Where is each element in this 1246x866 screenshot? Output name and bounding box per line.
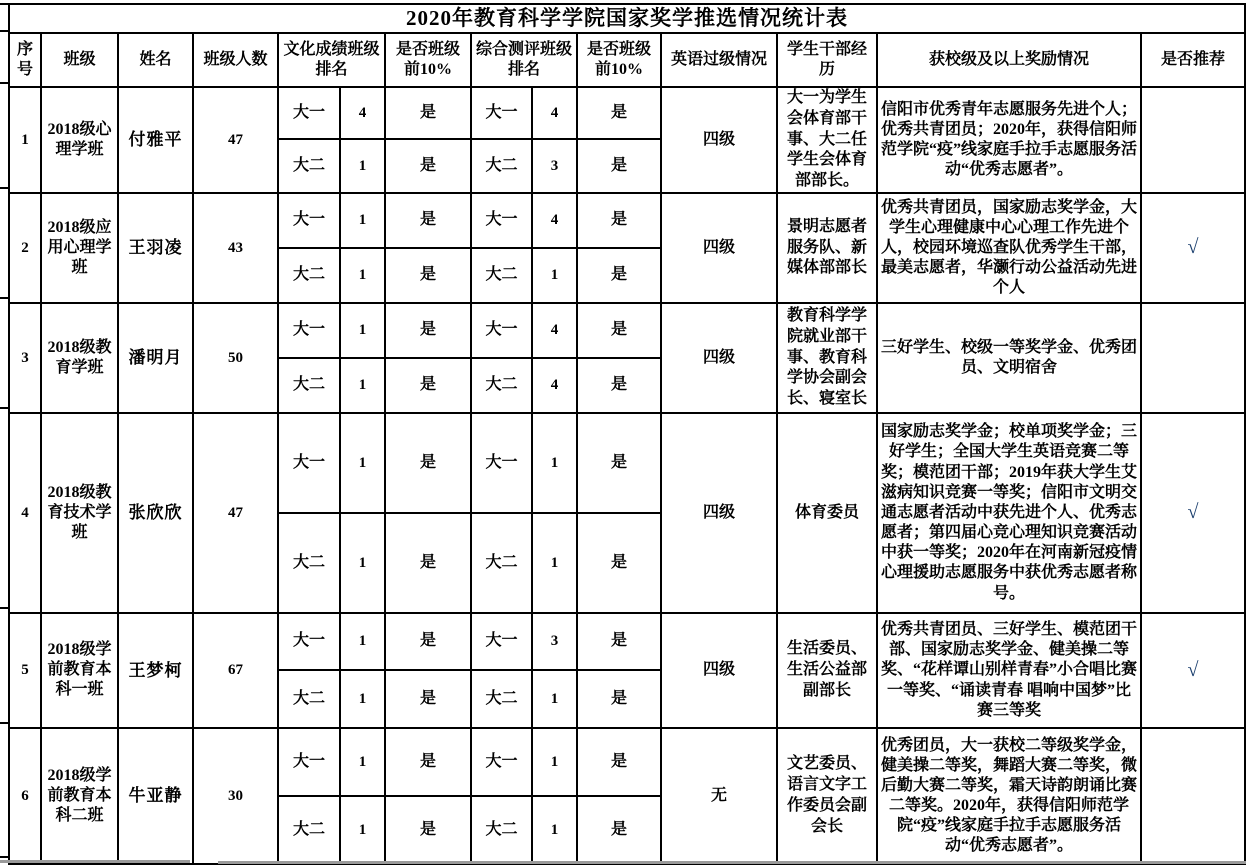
cell-culture-grade-y2: 大二 [278, 358, 340, 413]
cell-class-size: 43 [193, 193, 278, 303]
cell-comp-rank-y1: 1 [532, 728, 577, 796]
cell-culture-top10-y2: 是 [385, 139, 471, 193]
cell-comp-top10-y1: 是 [577, 303, 661, 358]
cell-recommend-checkmark [1141, 303, 1245, 413]
cell-comp-rank-y2: 1 [532, 513, 577, 613]
cell-culture-rank-y2: 1 [340, 139, 385, 193]
cell-student-name: 潘明月 [118, 303, 193, 413]
header-english-level: 英语过级情况 [661, 33, 777, 87]
cell-comp-rank-y1: 4 [532, 87, 577, 139]
cell-culture-rank-y2: 1 [340, 248, 385, 303]
cell-culture-top10-y1: 是 [385, 728, 471, 796]
header-class: 班级 [41, 33, 118, 87]
cell-culture-top10-y2: 是 [385, 513, 471, 613]
cell-comp-grade-y1: 大一 [471, 193, 532, 248]
cell-culture-rank-y2: 1 [340, 358, 385, 413]
table-row-year1 [9, 413, 1245, 513]
cell-comp-top10-y2: 是 [577, 796, 661, 864]
cell-culture-grade-y1: 大一 [278, 728, 340, 796]
cell-comp-top10-y1: 是 [577, 728, 661, 796]
gridline-stub [0, 187, 8, 189]
cell-comp-top10-y2: 是 [577, 358, 661, 413]
cell-recommend-checkmark [1141, 87, 1245, 193]
cell-comp-top10-y2: 是 [577, 670, 661, 728]
bottom-gridline-left [0, 860, 190, 863]
cell-comp-grade-y2: 大二 [471, 670, 532, 728]
cell-student-name: 牛亚静 [118, 728, 193, 864]
cell-english-level: 四级 [661, 303, 777, 413]
cell-cadre-experience: 生活委员、生活公益部副部长 [777, 613, 877, 728]
cell-culture-rank-y1: 1 [340, 728, 385, 796]
table-row-year1 [9, 87, 1245, 139]
cell-culture-rank-y2: 1 [340, 670, 385, 728]
cell-culture-rank-y1: 1 [340, 303, 385, 358]
gridline-stub [0, 297, 8, 299]
cell-index: 6 [9, 728, 41, 864]
cell-awards: 信阳市优秀青年志愿服务先进个人；优秀共青团员；2020年，获得信阳师范学院“疫”线家庭手拉手志愿服务活动“优秀志愿者”。 [877, 87, 1141, 193]
cell-culture-grade-y1: 大一 [278, 613, 340, 670]
cell-comp-rank-y1: 3 [532, 613, 577, 670]
cell-cadre-experience: 体育委员 [777, 413, 877, 613]
cell-culture-top10-y1: 是 [385, 303, 471, 358]
cell-comp-rank-y2: 1 [532, 248, 577, 303]
cell-comp-grade-y2: 大二 [471, 358, 532, 413]
cell-culture-grade-y1: 大一 [278, 413, 340, 513]
cell-index: 4 [9, 413, 41, 613]
cell-comp-top10-y1: 是 [577, 613, 661, 670]
cell-comp-grade-y1: 大一 [471, 413, 532, 513]
cell-recommend-checkmark [1141, 728, 1245, 864]
header-culture-rank: 文化成绩班级排名 [278, 33, 385, 87]
table-body [9, 87, 1245, 864]
cell-index: 1 [9, 87, 41, 193]
cell-culture-grade-y2: 大二 [278, 796, 340, 864]
bottom-gridline-right [218, 861, 1246, 864]
cell-class: 2018级应用心理学班 [41, 193, 118, 303]
gridline-stub [0, 607, 8, 609]
header-class-size: 班级人数 [193, 33, 278, 87]
cell-index: 3 [9, 303, 41, 413]
cell-cadre-experience: 文艺委员、语言文字工作委员会副会长 [777, 728, 877, 864]
cell-culture-top10-y2: 是 [385, 796, 471, 864]
table-row-year1 [9, 303, 1245, 358]
header-name: 姓名 [118, 33, 193, 87]
header-cadre-experience: 学生干部经历 [777, 33, 877, 87]
cell-comp-grade-y2: 大二 [471, 139, 532, 193]
cell-comp-grade-y1: 大一 [471, 303, 532, 358]
cell-class-size: 47 [193, 413, 278, 613]
header-culture-top10: 是否班级前10% [385, 33, 471, 87]
cell-culture-rank-y1: 4 [340, 87, 385, 139]
scholarship-table [8, 3, 1246, 865]
cell-culture-top10-y2: 是 [385, 248, 471, 303]
cell-english-level: 四级 [661, 613, 777, 728]
cell-english-level: 无 [661, 728, 777, 864]
cell-class-size: 47 [193, 87, 278, 193]
cell-culture-grade-y2: 大二 [278, 513, 340, 613]
cell-culture-rank-y2: 1 [340, 513, 385, 613]
cell-class: 2018级学前教育本科一班 [41, 613, 118, 728]
gridline-stub [0, 856, 8, 858]
cell-comp-top10-y2: 是 [577, 513, 661, 613]
cell-class-size: 67 [193, 613, 278, 728]
cell-cadre-experience: 景明志愿者服务队、新媒体部部长 [777, 193, 877, 303]
cell-comp-grade-y1: 大一 [471, 613, 532, 670]
cell-comp-rank-y2: 3 [532, 139, 577, 193]
cell-comp-rank-y1: 4 [532, 303, 577, 358]
cell-class: 2018级教育学班 [41, 303, 118, 413]
cell-recommend-checkmark: √ [1141, 613, 1245, 728]
cell-culture-grade-y2: 大二 [278, 248, 340, 303]
cell-english-level: 四级 [661, 193, 777, 303]
cell-awards: 优秀共青团员、三好学生、模范团干部、国家励志奖学金、健美操二等奖、“花样谭山别样青春”小合唱比赛一等奖、“诵读青春 唱响中国梦”比赛三等奖 [877, 613, 1141, 728]
cell-culture-rank-y1: 1 [340, 193, 385, 248]
cell-index: 5 [9, 613, 41, 728]
cell-culture-grade-y1: 大一 [278, 303, 340, 358]
gridline-stub [0, 722, 8, 724]
cell-culture-rank-y1: 1 [340, 613, 385, 670]
cell-awards: 三好学生、校级一等奖学金、优秀团员、文明宿舍 [877, 303, 1141, 413]
cell-comp-grade-y1: 大一 [471, 87, 532, 139]
cell-comp-rank-y1: 4 [532, 193, 577, 248]
cell-class: 2018级教育技术学班 [41, 413, 118, 613]
cell-awards: 国家励志奖学金；校单项奖学金；三好学生；全国大学生英语竞赛二等奖；模范团干部；2019年获大学生艾滋病知识竞赛一等奖；信阳市文明交通志愿者活动中获先进个人、优秀志愿者；第四届心竞心理知识竞赛活动中获一等奖；2020年在河南新冠疫情心理援助志愿服务中获优秀志愿者称号。 [877, 413, 1141, 613]
cell-comp-grade-y2: 大二 [471, 796, 532, 864]
gridline-stub [0, 407, 8, 409]
cell-comp-rank-y2: 4 [532, 358, 577, 413]
table-row-year1 [9, 728, 1245, 796]
cell-culture-top10-y1: 是 [385, 613, 471, 670]
header-row [9, 33, 1245, 87]
header-comprehensive-top10: 是否班级前10% [577, 33, 661, 87]
cell-student-name: 张欣欣 [118, 413, 193, 613]
cell-awards: 优秀共青团员，国家励志奖学金，大学生心理健康中心心理工作先进个人，校园环境巡查队优秀学生干部，最美志愿者，华灏行动公益活动先进个人 [877, 193, 1141, 303]
gridline-stub [0, 30, 8, 32]
header-comprehensive-rank: 综合测评班级排名 [471, 33, 577, 87]
cell-culture-grade-y1: 大一 [278, 193, 340, 248]
cell-culture-top10-y2: 是 [385, 670, 471, 728]
cell-comp-grade-y2: 大二 [471, 513, 532, 613]
cell-index: 2 [9, 193, 41, 303]
cell-comp-top10-y1: 是 [577, 413, 661, 513]
cell-class-size: 30 [193, 728, 278, 864]
cell-recommend-checkmark: √ [1141, 193, 1245, 303]
cell-culture-grade-y1: 大一 [278, 87, 340, 139]
cell-student-name: 王羽凌 [118, 193, 193, 303]
cell-english-level: 四级 [661, 413, 777, 613]
cell-culture-top10-y2: 是 [385, 358, 471, 413]
cell-comp-top10-y1: 是 [577, 193, 661, 248]
header-recommend: 是否推荐 [1141, 33, 1245, 87]
cell-comp-rank-y2: 1 [532, 796, 577, 864]
cell-culture-top10-y1: 是 [385, 413, 471, 513]
cell-culture-grade-y2: 大二 [278, 139, 340, 193]
cell-comp-grade-y1: 大一 [471, 728, 532, 796]
cell-culture-top10-y1: 是 [385, 193, 471, 248]
cell-culture-rank-y2: 1 [340, 796, 385, 864]
cell-recommend-checkmark: √ [1141, 413, 1245, 613]
cell-cadre-experience: 大一为学生会体育部干事、大二任学生会体育部部长。 [777, 87, 877, 193]
table-row-year1 [9, 193, 1245, 248]
gridline-stub [0, 3, 8, 5]
cell-class: 2018级学前教育本科二班 [41, 728, 118, 864]
cell-culture-grade-y2: 大二 [278, 670, 340, 728]
header-awards: 获校级及以上奖励情况 [877, 33, 1141, 87]
cell-comp-rank-y1: 1 [532, 413, 577, 513]
cell-english-level: 四级 [661, 87, 777, 193]
gridline-stub [0, 82, 8, 84]
cell-culture-top10-y1: 是 [385, 87, 471, 139]
page-title: 2020年教育科学学院国家奖学推选情况统计表 [9, 4, 1245, 33]
cell-cadre-experience: 教育科学学院就业部干事、教育科学协会副会长、寝室长 [777, 303, 877, 413]
cell-awards: 优秀团员，大一获校二等级奖学金，健美操二等奖，舞蹈大赛二等奖，微后勤大赛二等奖，霜天诗韵朗诵比赛二等奖。2020年，获得信阳师范学院“疫”线家庭手拉手志愿服务活动“优秀志愿者”。 [877, 728, 1141, 864]
cell-culture-rank-y1: 1 [340, 413, 385, 513]
cell-comp-top10-y2: 是 [577, 248, 661, 303]
table-row-year1 [9, 613, 1245, 670]
cell-comp-grade-y2: 大二 [471, 248, 532, 303]
title-row [9, 4, 1245, 33]
cell-class-size: 50 [193, 303, 278, 413]
cell-comp-rank-y2: 1 [532, 670, 577, 728]
cell-student-name: 王梦柯 [118, 613, 193, 728]
cell-comp-top10-y2: 是 [577, 139, 661, 193]
cell-class: 2018级心理学班 [41, 87, 118, 193]
header-index: 序号 [9, 33, 41, 87]
cell-student-name: 付雅平 [118, 87, 193, 193]
cell-comp-top10-y1: 是 [577, 87, 661, 139]
